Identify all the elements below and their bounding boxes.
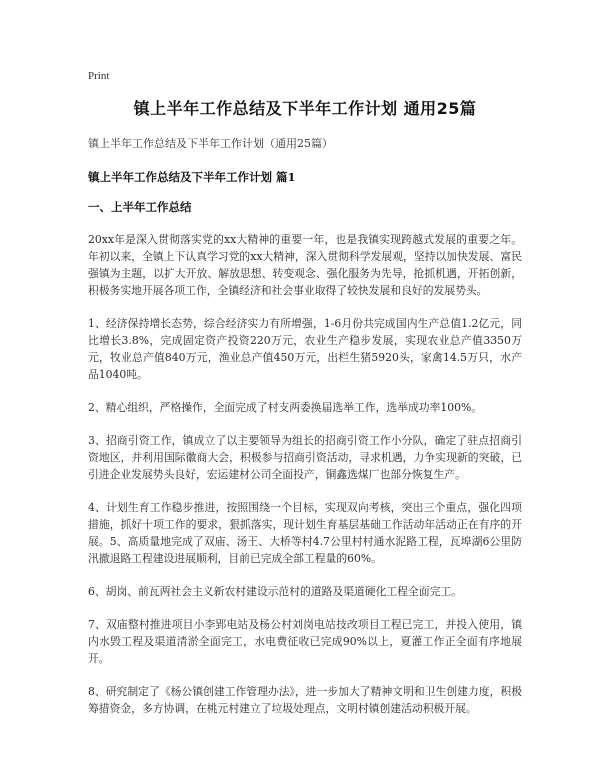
sub-heading: 一、上半年工作总结	[88, 200, 192, 214]
paragraph-investment: 3、招商引资工作，镇成立了以主要领导为组长的招商引资工作小分队，确定了驻点招商引资地区，并利用国际徽商大会，积极参与招商引资活动，寻求机遇，力争实现新的突破，已引进企业发展势头良好，宏运建材公司全面投产，铜鑫选煤厂也部分恢复生产。	[88, 434, 522, 481]
paragraph-economy: 1、经济保持增长态势，综合经济实力有所增强，1-6月份共完成国内生产总值1.2亿元，同比增长3.8%，完成固定资产投资220万元，农业生产稳步发展，实现农业总产值3350万元，牧业总产值840万元，渔业总产值450万元，出栏生猪5920头，家禽14.5万只，水产品1040吨。	[88, 317, 522, 381]
document-title: 镇上半年工作总结及下半年工作计划 通用25篇	[133, 99, 477, 118]
paragraph-election: 2、精心组织，严格操作，全面完成了村支两委换届选举工作，选举成功率100%。	[88, 401, 483, 414]
intro-paragraph: 20xx年是深入贯彻落实党的xx大精神的重要一年，也是我镇实现跨越式发展的重要之年。年初以来，全镇上下认真学习党的xx大精神，深入贯彻科学发展观，坚持以加快发展、富民强镇为主题，以扩大开放、解放思想、转变观念、强化服务为先导，抢抓机遇，开拓创新，积极务实地开展各项工作，全镇经济和社会事业取得了较快发展和良好的发展势头。	[88, 233, 522, 297]
paragraph-power-station: 7、双庙整村推进项目小李郢电站及杨公村刘岗电站技改项目工程已完工，并投入使用，镇内水毁工程及渠道清淤全面完工，水电费征收已完成90%以上，夏灌工作正全面有序地展开。	[88, 618, 522, 665]
section-heading: 镇上半年工作总结及下半年工作计划 篇1	[88, 170, 296, 184]
paragraph-family-planning: 4、计划生育工作稳步推进，按照围绕一个目标，实现双向考核，突出三个重点，强化四项措施，抓好十项工作的要求，狠抓落实，现计划生育基层基础工作活动年活动正在有序的开展。5、高质量地完成了双庙、汤王、大桥等村4.7公里村村通水泥路工程，瓦埠湖6公里防汛撤退路工程建设进展顺利，目前已完成全部工程量的60%。	[88, 501, 522, 565]
print-label[interactable]: Print	[88, 70, 110, 82]
paragraph-new-village: 6、胡岗、前瓦两社会主义新农村建设示范村的道路及渠道硬化工程全面完工。	[88, 585, 462, 598]
paragraph-civilization: 8、研究制定了《杨公镇创建工作管理办法》，进一步加大了精神文明和卫生创建力度，积极筹措资金，多方协调，在桃元村建立了垃圾处理点，文明村镇创建活动积极开展。	[88, 685, 522, 715]
document-subtitle: 镇上半年工作总结及下半年工作计划（通用25篇）	[88, 137, 333, 150]
